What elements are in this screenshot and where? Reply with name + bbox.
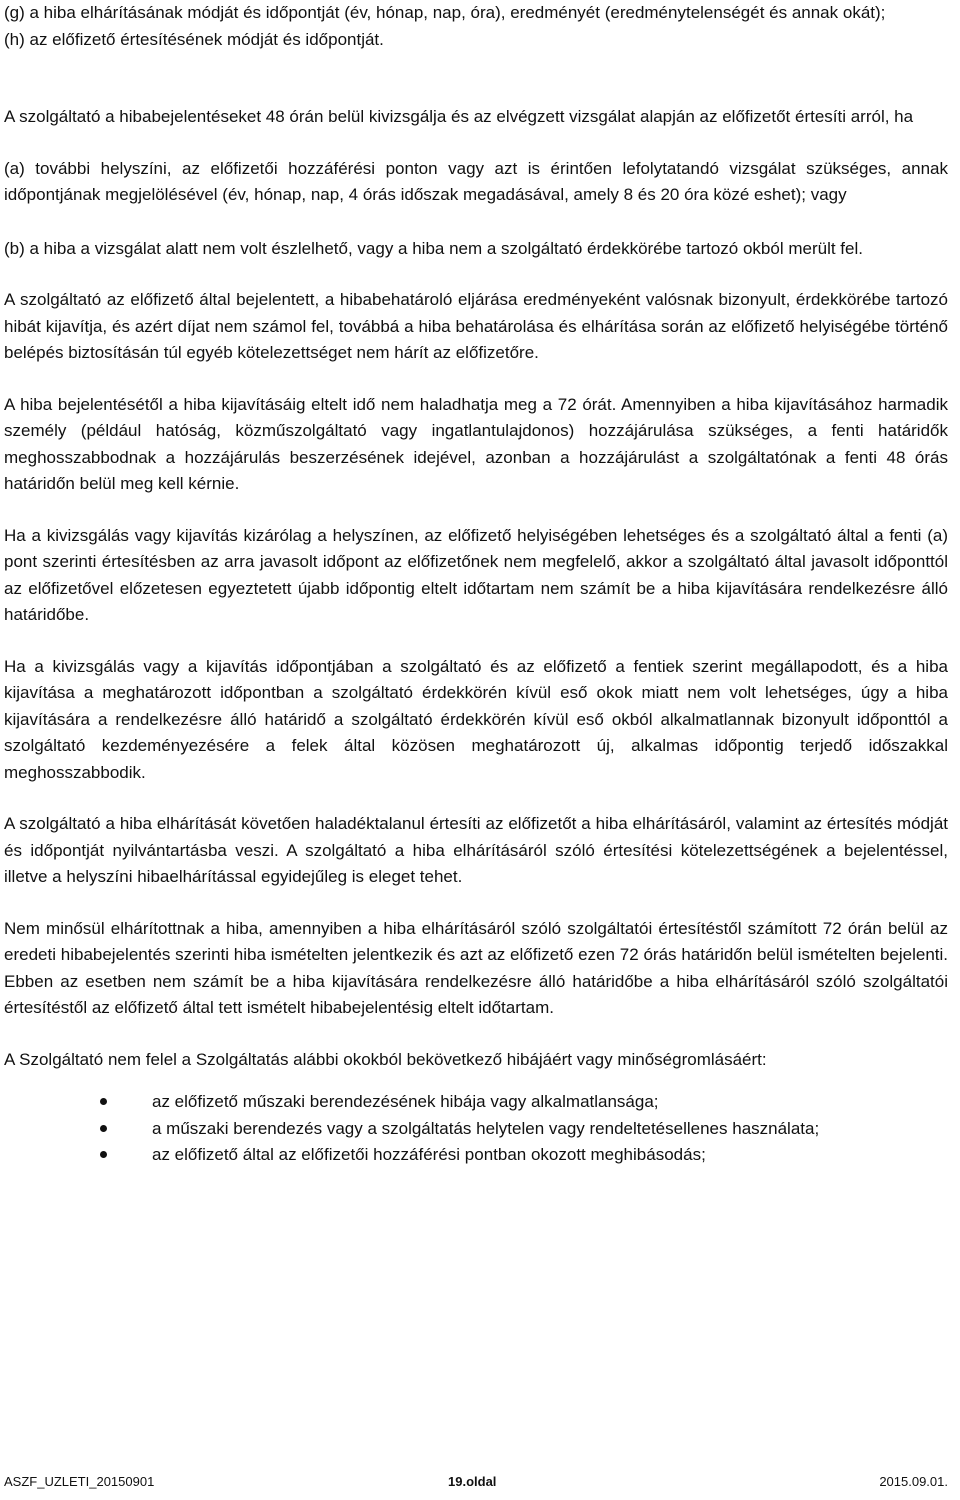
list-item-text: az előfizető által az előfizetői hozzáférési pontban okozott meghibásodás; [152,1145,706,1164]
exclusion-list [4,1089,948,1169]
paragraph-item-a: (a) további helyszíni, az előfizetői hozzáférési ponton vagy azt is érintően lefolytatandó vizsgálat szükséges, annak időpontjának megjelölésével (év, hónap, nap, 4 órás időszak megadásával, amely 8 és 20 óra közé eshet); vagy [4,158,948,204]
footer-doc-id: ASZF_UZLETI_20150901 [4,1474,155,1489]
bullet-icon [100,1098,107,1105]
list-item [4,1089,948,1116]
footer-page-number: 19.oldal [448,1474,497,1489]
paragraph-deadline: A hiba bejelentésétől a hiba kijavításáig eltelt idő nem haladhatja meg a 72 órát. Amennyiben a hiba kijavításához harmadik személy (például hatóság, közműszolgáltató vagy ingatlantulajdonos) hozzájárulása szükséges, a fenti határidők meghosszabbodnak a hozzájárulás beszerzésének idejével, azonban a hozzájárulást a szolgáltatónak a fenti 48 órás határidőn belül meg kell kérnie. [4,394,948,493]
paragraph-notification: A szolgáltató a hiba elhárítását követően haladéktalanul értesíti az előfizetőt a hiba elhárításáról, valamint az értesítés módját és időpontját nyilvántartásba veszi. A szolgáltató a hiba elhárításáról szóló értesítési kötelezettségének a bejelentéssel, illetve a helyszíni hibaelhárítással egyidejűleg is eleget tehet. [4,814,948,886]
paragraph-investigation: A szolgáltató a hibabejelentéseket 48 órán belül kivizsgálja és az elvégzett vizsgálat alapján az előfizetőt értesíti arról, ha [4,107,914,126]
bullet-icon [100,1125,107,1132]
paragraph-agreement: Ha a kivizsgálás vagy a kijavítás időpontjában a szolgáltató és az előfizető a fentiek szerint megállapodott, és a hiba kijavítása a meghatározott időpontban a szolgáltató érdekkörén kívül eső okok miatt nem volt lehetséges, úgy a hiba kijavítására a rendelkezésre álló határidő a szolgáltató érdekkörén kívül eső okból alkalmatlannak bizonyult időponttól a szolgáltató kezdeményezésére a felek által közösen meghatározott új, alkalmas időpontig terjedő időszakkal meghosszabbodik. [4,656,948,782]
bullet-icon [100,1151,107,1158]
paragraph-item-h: (h) az előfizető értesítésének módját és időpontját. [4,29,384,49]
paragraph-item-b: (b) a hiba a vizsgálat alatt nem volt észlelhető, vagy a hiba nem a szolgáltató érdekkörébe tartozó okból merült fel. [4,238,863,258]
footer-date: 2015.09.01. [879,1474,948,1489]
paragraph-item-g: (g) a hiba elhárításának módját és időpontját (év, hónap, nap, óra), eredményét (eredménytelenségét és annak okát); [4,3,886,22]
list-item-text: a műszaki berendezés vagy a szolgáltatás helytelen vagy rendeltetésellenes használata; [152,1118,820,1138]
page-footer [4,1474,948,1494]
list-item [4,1116,948,1143]
document-page [4,0,948,1169]
list-item [4,1142,948,1169]
paragraph-liability: A Szolgáltató nem felel a Szolgáltatás alábbi okokból bekövetkező hibájáért vagy minőségromlásáért: [4,1049,767,1069]
paragraph-not-resolved: Nem minősül elhárítottnak a hiba, amennyiben a hiba elhárításáról szóló szolgáltatói értesítéstől számított 72 órán belül az eredeti hibabejelentés szerinti hiba ismételten jelentkezik és azt az előfizető ezen 72 órás határidőn belül ismételten bejelenti. Ebben az esetben nem számít be a hiba kijavítására rendelkezésre álló határidőbe a hiba elhárításáról szóló szolgáltatói értesítéstől az előfizető által tett ismételt hibabejelentésig eltelt időtartam. [4,918,948,1017]
paragraph-repair: A szolgáltató az előfizető által bejelentett, a hibabehatároló eljárása eredményeként valósnak bizonyult, érdekkörébe tartozó hibát kijavítja, és azért díjat nem számol fel, továbbá a hiba behatárolása és elhárítása során az előfizető helyiségébe történő belépés biztosításán túl egyéb kötelezettséget nem hárít az előfizetőre. [4,290,948,362]
paragraph-onsite: Ha a kivizsgálás vagy kijavítás kizárólag a helyszínen, az előfizető helyiségében lehetséges és a szolgáltató által a fenti (a) pont szerinti értesítésben az arra javasolt időpont az előfizetőnek nem megfelelő, akkor a szolgáltató által javasolt időponttól az előfizetővel előzetesen egyeztetett újabb időpontig eltelt időtartam nem számít be a hiba kijavítására rendelkezésre álló határidőbe. [4,525,948,624]
list-item-text: az előfizető műszaki berendezésének hibája vagy alkalmatlansága; [152,1092,659,1111]
